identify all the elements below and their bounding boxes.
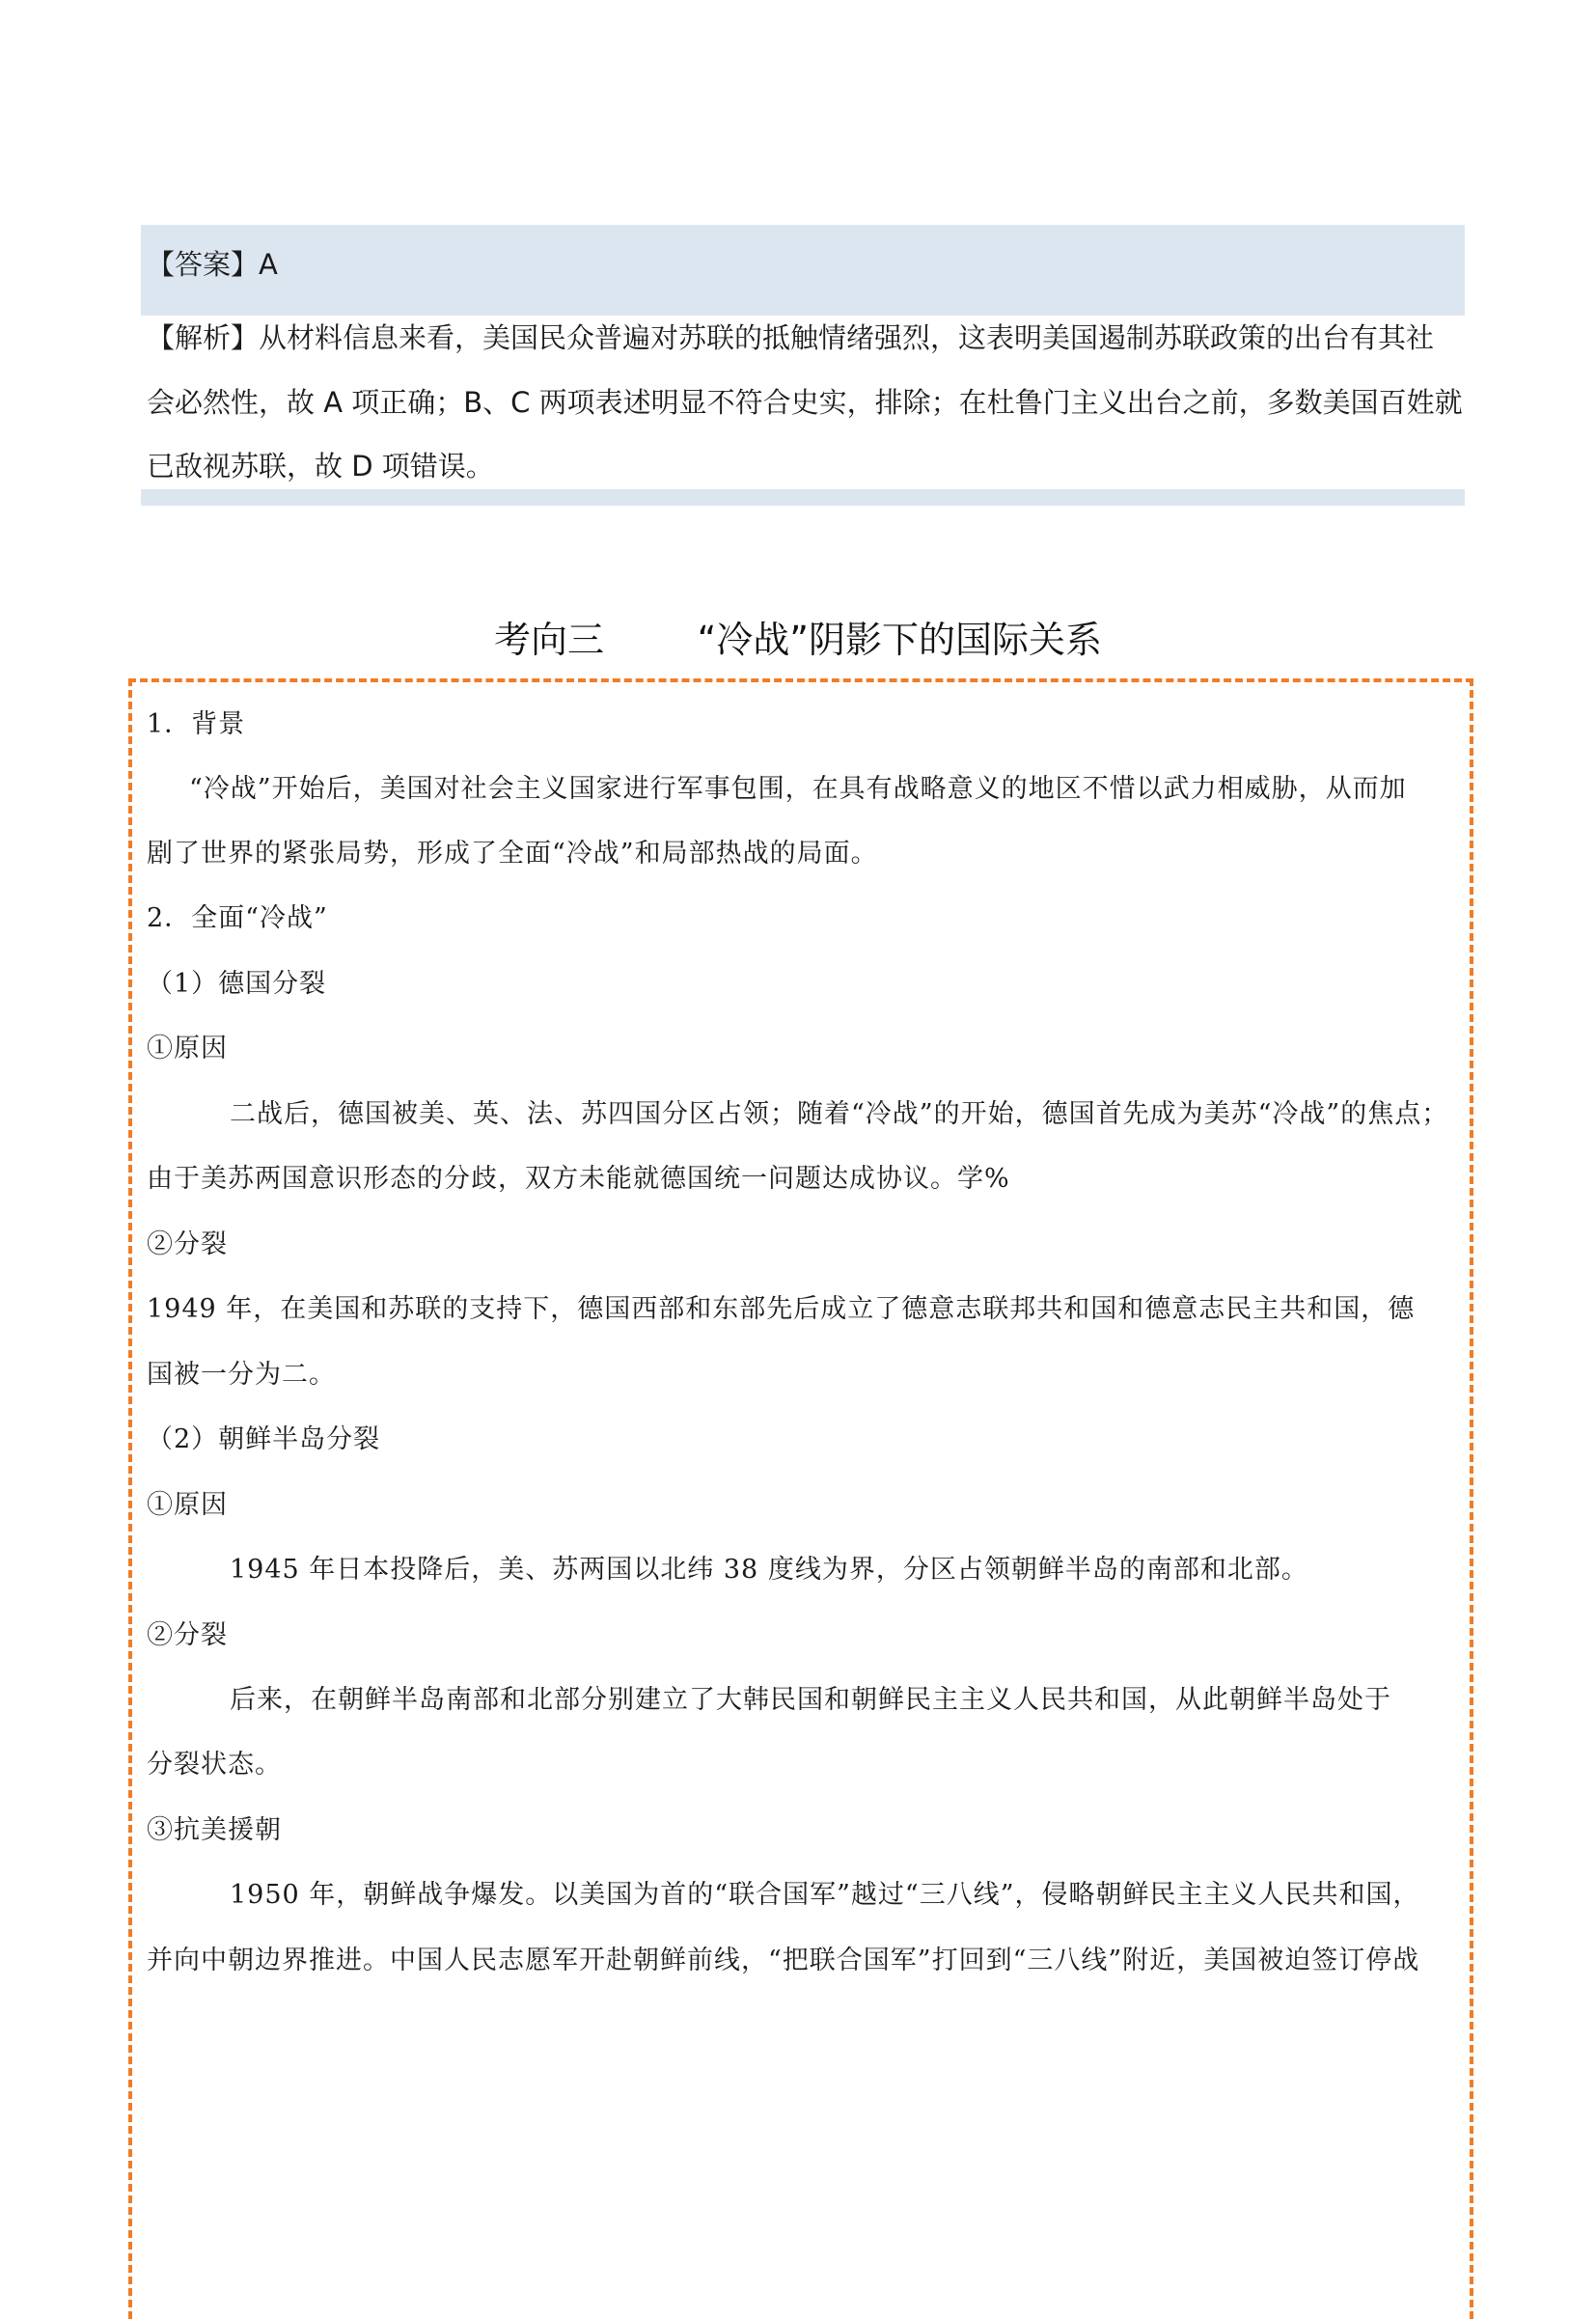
analysis-line-1: 【解析】从材料信息来看，美国民众普遍对苏联的抵触情绪强烈，这表明美国遏制苏联政策的出台有其社 (147, 321, 1435, 354)
paragraph-line: 二战后，德国被美、英、法、苏四国分区占领；随着“冷战”的开始，德国首先成为美苏“冷战”的焦点； (230, 1099, 1449, 1129)
item-split: ②分裂 (147, 1229, 228, 1259)
answer-box (141, 225, 1465, 506)
answer-footer-band (141, 489, 1465, 506)
answer-label: 【答案】A (147, 248, 278, 281)
item-resist-us-aid-korea: ③抗美援朝 (147, 1815, 282, 1845)
item-cause: ①原因 (147, 1034, 228, 1063)
knowledge-box (128, 678, 1473, 2319)
paragraph-line: 分裂状态。 (147, 1750, 282, 1780)
item-split: ②分裂 (147, 1620, 228, 1650)
paragraph-line: 1945 年日本投降后，美、苏两国以北纬 38 度线为界，分区占领朝鲜半岛的南部和北部。 (230, 1555, 1308, 1585)
analysis-line-3: 已敌视苏联，故 D 项错误。 (147, 450, 494, 483)
subheading-korea: （2）朝鲜半岛分裂 (147, 1424, 381, 1454)
answer-header-band (141, 225, 1465, 316)
section-title: 考向三 “冷战”阴影下的国际关系 (493, 619, 1102, 661)
heading-full-cold-war: 2．全面“冷战” (147, 903, 328, 933)
paragraph-line: 国被一分为二。 (147, 1360, 336, 1390)
subheading-germany: （1）德国分裂 (147, 969, 327, 999)
paragraph-line: 后来，在朝鲜半岛南部和北部分别建立了大韩民国和朝鲜民主主义人民共和国，从此朝鲜半岛处于 (230, 1685, 1391, 1715)
analysis-line-2: 会必然性，故 A 项正确；B、C 两项表述明显不符合史实，排除；在杜鲁门主义出台之前，多数美国百姓就 (147, 386, 1463, 419)
item-cause: ①原因 (147, 1490, 228, 1520)
paragraph-line: 1949 年，在美国和苏联的支持下，德国西部和东部先后成立了德意志联邦共和国和德意志民主共和国，德 (147, 1294, 1416, 1324)
paragraph-line: “冷战”开始后，美国对社会主义国家进行军事包围，在具有战略意义的地区不惜以武力相威胁，从而加 (189, 774, 1407, 804)
paragraph-line: 剧了世界的紧张局势，形成了全面“冷战”和局部热战的局面。 (147, 839, 878, 869)
paragraph-line: 并向中朝边界推进。中国人民志愿军开赴朝鲜前线，“把联合国军”打回到“三八线”附近，美国被迫签订停战 (147, 1946, 1420, 1975)
heading-background: 1．背景 (147, 709, 246, 739)
paragraph-line: 1950 年，朝鲜战争爆发。以美国为首的“联合国军”越过“三八线”，侵略朝鲜民主主义人民共和国， (230, 1880, 1420, 1910)
paragraph-line: 由于美苏两国意识形态的分歧，双方未能就德国统一问题达成协议。学% (147, 1164, 1010, 1194)
